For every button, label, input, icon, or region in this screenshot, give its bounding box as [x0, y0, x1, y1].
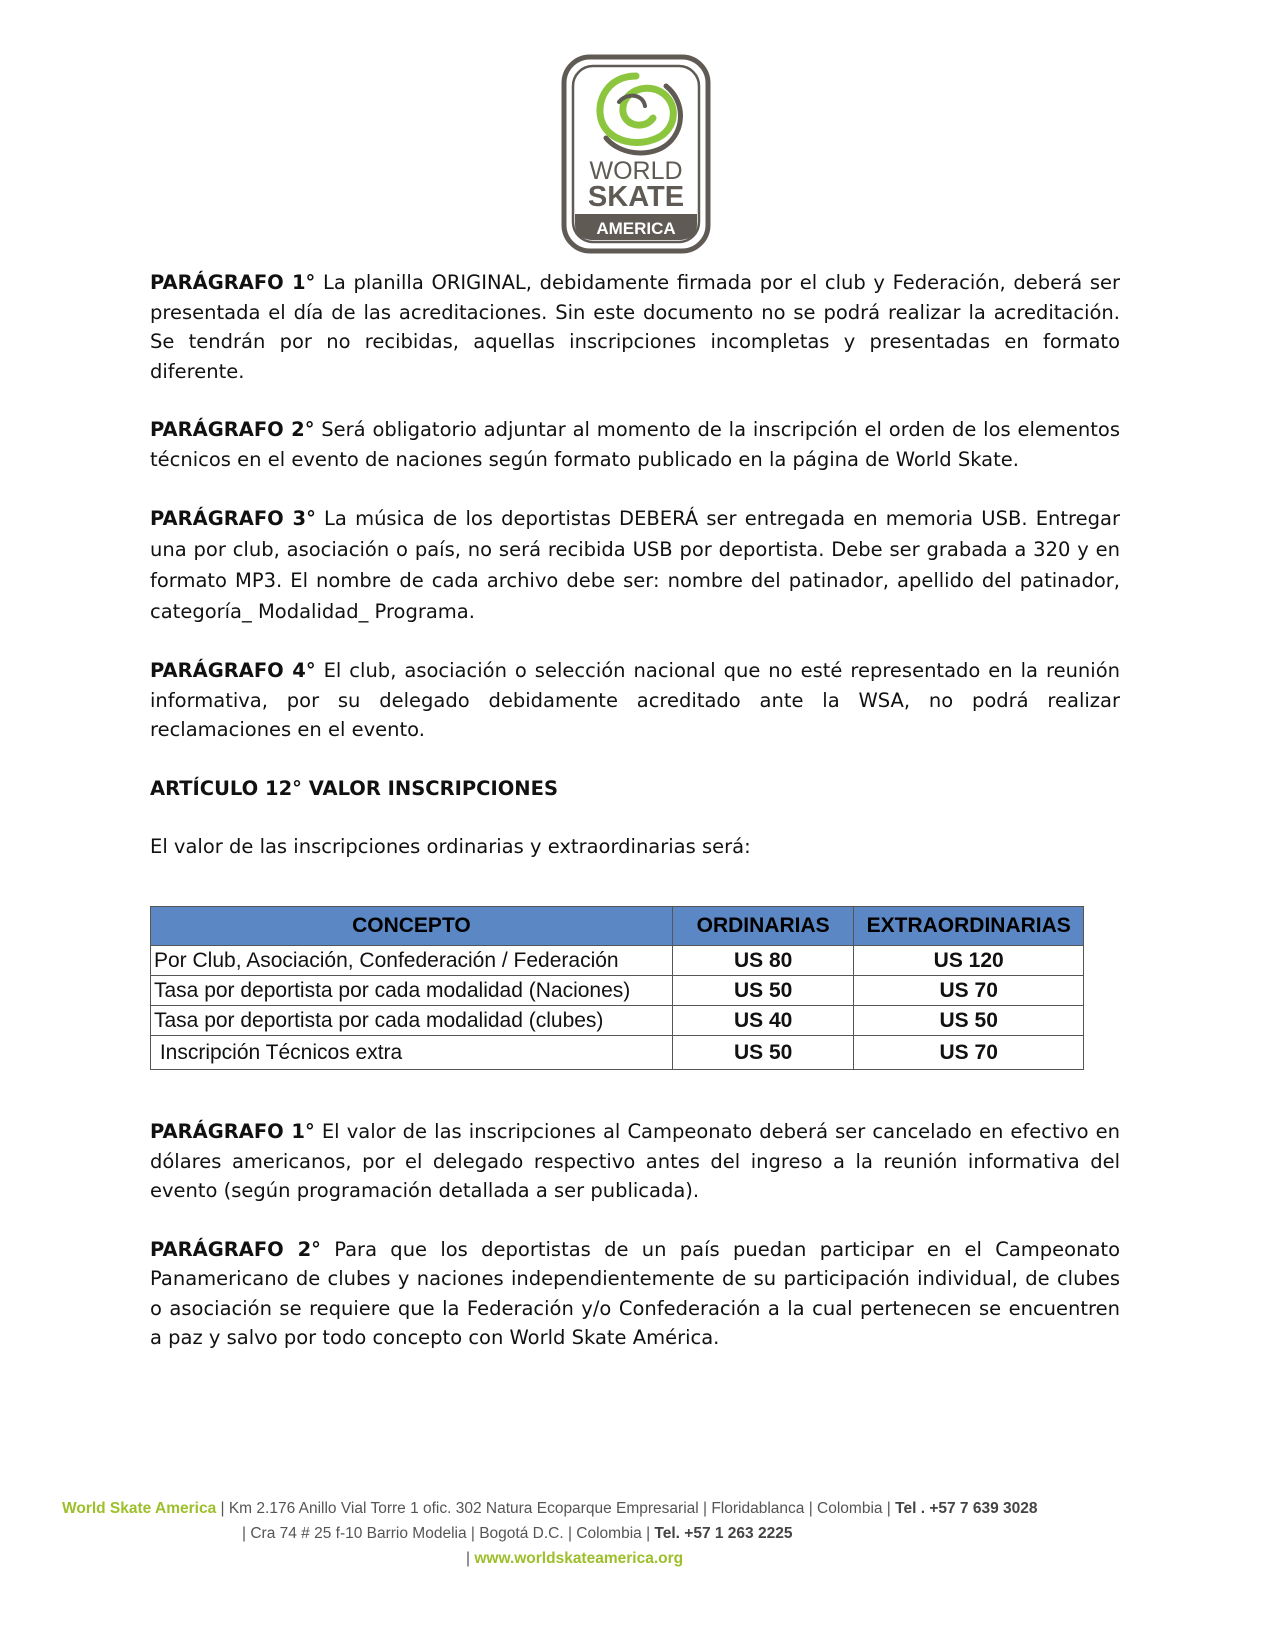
table-cell-concept: Por Club, Asociación, Confederación / Federación [151, 946, 673, 976]
paragraph-text: El club, asociación o selección nacional que no esté representado en la reunión informativa, por su delegado debidamente acreditado ante la WSA, no podrá realizar reclamaciones en el evento. [150, 659, 1120, 741]
column-header-extraordinarias: EXTRAORDINARIAS [854, 907, 1084, 946]
footer-address-2: | Cra 74 # 25 f-10 Barrio Modelia | Bogotá D.C. | Colombia | [242, 1525, 655, 1542]
paragraph-2 [150, 415, 1120, 474]
table-cell-concept: Tasa por deportista por cada modalidad (clubes) [151, 1006, 673, 1036]
footer-line-2 [242, 1525, 792, 1543]
paragraph-4 [150, 656, 1120, 745]
table-cell-extraordinary: US 70 [854, 976, 1084, 1006]
paragraph-label: PARÁGRAFO 1° [150, 1120, 315, 1143]
world-skate-america-logo [561, 54, 711, 254]
paragraph-3 [150, 503, 1120, 627]
table-cell-concept: Inscripción Técnicos extra [151, 1036, 673, 1070]
fees-table [150, 906, 1084, 1070]
paragraph-6 [150, 1235, 1120, 1353]
paragraph-5 [150, 1117, 1120, 1206]
table-cell-extraordinary: US 120 [854, 946, 1084, 976]
table-cell-ordinary: US 50 [672, 976, 854, 1006]
paragraph-label: PARÁGRAFO 3° [150, 507, 316, 530]
table-cell-ordinary: US 80 [672, 946, 854, 976]
table-row [151, 976, 1084, 1006]
paragraph-text: La música de los deportistas DEBERÁ ser entregada en memoria USB. Entregar una por club, asociación o país, no será recibida USB por deportista. Debe ser grabada a 320 y en formato MP3. El nombre de cada archivo debe ser: nombre del patinador, apellido del patinador, categoría_ Modalidad_ Programa. [150, 507, 1120, 623]
document-body-top [150, 268, 1120, 862]
footer-phone-2: Tel. +57 1 263 2225 [654, 1525, 793, 1542]
table-cell-ordinary: US 40 [672, 1006, 854, 1036]
footer-website-link[interactable]: www.worldskateamerica.org [474, 1550, 684, 1567]
paragraph-label: PARÁGRAFO 2° [150, 418, 315, 441]
document-body-bottom [150, 1117, 1120, 1353]
paragraph-label: PARÁGRAFO 4° [150, 659, 316, 682]
paragraph-text: La planilla ORIGINAL, debidamente firmada por el club y Federación, deberá ser presentada el día de las acreditaciones. Sin este documento no se podrá realizar la acreditación. Se tendrán por no recibidas, aquellas inscripciones incompletas y presentadas en formato diferente. [150, 271, 1121, 383]
paragraph-label: PARÁGRAFO 2° [150, 1237, 321, 1261]
paragraph-text: El valor de las inscripciones al Campeonato deberá ser cancelado en efectivo en dólares americanos, por el delegado respectivo antes del ingreso a la reunión informativa del evento (según programación detallada a ser publicada). [150, 1120, 1120, 1202]
logo-text-world: WORLD [589, 157, 683, 185]
table-cell-ordinary: US 50 [672, 1036, 854, 1070]
paragraph-text: Será obligatorio adjuntar al momento de la inscripción el orden de los elementos técnicos en el evento de naciones según formato publicado en la página de World Skate. [150, 418, 1120, 471]
table-cell-extraordinary: US 70 [854, 1036, 1084, 1070]
footer-brand: World Skate America [62, 1500, 217, 1517]
footer-line-3 [466, 1550, 683, 1568]
column-header-concepto: CONCEPTO [151, 907, 673, 946]
table-cell-extraordinary: US 50 [854, 1006, 1084, 1036]
table-header-row [151, 907, 1084, 946]
paragraph-label: PARÁGRAFO 1° [150, 271, 316, 294]
paragraph-1 [150, 268, 1120, 386]
table-row [151, 1036, 1084, 1070]
fees-intro: El valor de las inscripciones ordinarias y extraordinarias será: [150, 835, 751, 858]
table-cell-concept: Tasa por deportista por cada modalidad (Naciones) [151, 976, 673, 1006]
table-row [151, 1006, 1084, 1036]
column-header-ordinarias: ORDINARIAS [672, 907, 854, 946]
table-row [151, 946, 1084, 976]
footer-address-1: | Km 2.176 Anillo Vial Torre 1 ofic. 302 Natura Ecoparque Empresarial | Floridablanca | Colombia | [220, 1500, 896, 1517]
footer-phone-1: Tel . +57 7 639 3028 [895, 1500, 1038, 1517]
footer-line-1 [62, 1500, 1038, 1518]
footer-separator: | [466, 1550, 475, 1567]
logo-text-skate: SKATE [587, 181, 685, 213]
paragraph-text: Para que los deportistas de un país puedan participar en el Campeonato Panamericano de clubes y naciones independientemente de su participación individual, de clubes o asociación se requiere que la Federación y/o Confederación a la cual pertenecen se encuentren a paz y salvo por todo concepto con World Skate América. [150, 1237, 1120, 1349]
article-heading: ARTÍCULO 12° VALOR INSCRIPCIONES [150, 776, 558, 800]
logo-text-america: AMERICA [596, 219, 676, 238]
